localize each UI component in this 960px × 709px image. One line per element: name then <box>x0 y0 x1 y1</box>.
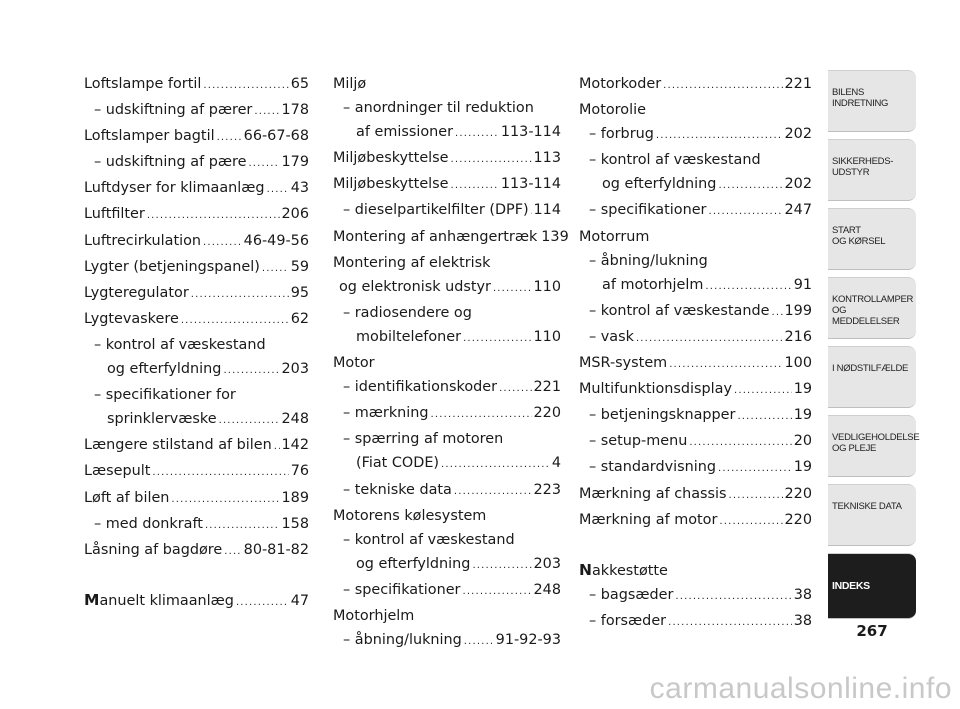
index-entry <box>333 478 561 504</box>
spacer <box>84 564 309 588</box>
spacer <box>579 534 812 558</box>
section-initial: N <box>579 560 592 579</box>
index-entry-page: 110 <box>533 328 561 345</box>
index-entry <box>579 325 812 351</box>
index-entry-label: Længere stilstand af bilen <box>84 437 272 454</box>
tab-label-line1: INDEKS <box>832 580 870 592</box>
index-entry-label: Miljøbeskyttelse <box>333 150 449 167</box>
index-entry-label: – specifikationer <box>343 581 461 598</box>
index-entry-page: 202 <box>784 126 812 143</box>
index-entry-page: 221 <box>784 76 812 92</box>
index-entry-label: af motorhjelm <box>602 276 704 293</box>
index-entry <box>579 455 812 481</box>
index-entry-page: 158 <box>281 515 309 532</box>
tab-label-line1: TEKNISKE DATA <box>832 501 902 512</box>
tab-label-line1: START <box>832 225 861 236</box>
index-entry-page: 47 <box>290 592 309 609</box>
index-entry-page: 91 <box>793 276 812 293</box>
index-entry-page: 43 <box>290 180 309 197</box>
index-entry <box>333 325 561 351</box>
index-entry-label: Låsning af bagdøre <box>84 541 223 558</box>
index-column-3 <box>579 72 812 635</box>
index-entry <box>333 198 561 224</box>
index-entry <box>579 225 812 249</box>
index-entry-label: Miljøbeskyttelse <box>333 176 449 193</box>
leader-dots <box>718 455 792 481</box>
index-entry-label: – kontrol af væskestande <box>589 302 770 319</box>
leader-dots <box>262 255 289 281</box>
index-entry-page: 113 <box>533 150 561 167</box>
section-tab[interactable] <box>828 70 916 132</box>
section-tab[interactable] <box>828 139 916 201</box>
index-entry-label: Lygteregulator <box>84 284 189 301</box>
index-entry-page: 202 <box>784 176 812 193</box>
index-entry-label: MSR-system <box>579 355 668 372</box>
index-entry-label: – forsæder <box>589 612 667 629</box>
index-entry-page: 179 <box>281 154 309 171</box>
index-entry-label: og efterfyldning <box>356 555 471 572</box>
index-entry-label: Motorens kølesystem <box>333 507 487 524</box>
index-entry <box>333 504 561 528</box>
tab-label-line1: SIKKERHEDS- <box>832 156 894 167</box>
tab-label-line2: OG KØRSEL <box>832 236 886 247</box>
index-entry-label: Montering af elektrisk <box>333 254 491 271</box>
index-entry-label: Luftfilter <box>84 206 145 223</box>
index-entry-label: Motor <box>333 355 375 372</box>
index-entry <box>333 225 569 251</box>
index-entry-label: Løft af bilen <box>84 489 170 506</box>
section-tab[interactable] <box>828 553 916 619</box>
index-entry <box>333 96 561 120</box>
index-entry <box>84 150 309 176</box>
index-entry <box>84 407 309 433</box>
index-entry-page: 142 <box>281 437 309 454</box>
leader-dots <box>219 407 280 433</box>
section-tab[interactable] <box>828 208 916 270</box>
index-entry-label: anuelt klimaanlæg <box>99 592 234 609</box>
index-entry-page: 20 <box>793 433 812 450</box>
index-entry <box>333 351 561 375</box>
index-entry-label: Lygtevaskere <box>84 310 179 327</box>
index-entry <box>84 459 309 485</box>
index-entry-label: og efterfyldning <box>602 176 717 193</box>
index-entry-label: mobiltelefoner <box>356 328 462 345</box>
index-entry <box>333 146 561 172</box>
index-entry-page: 220 <box>533 405 561 422</box>
index-entry-page: 76 <box>290 463 309 480</box>
index-entry-label: sprinklervæske <box>107 411 217 428</box>
index-entry <box>333 628 561 654</box>
index-entry-label: Motorhjelm <box>333 607 415 624</box>
index-entry-page: 247 <box>784 202 812 219</box>
index-entry <box>579 299 812 325</box>
index-entry-page: 113-114 <box>500 124 561 141</box>
index-entry-label: – udskiftning af pære <box>94 154 247 171</box>
index-entry <box>84 255 309 281</box>
index-entry-page: 65 <box>290 76 309 92</box>
index-entry-page: 100 <box>784 355 812 372</box>
leader-dots <box>718 172 782 198</box>
index-entry <box>579 558 812 583</box>
leader-dots <box>455 120 499 146</box>
index-entry-label: – specifikationer <box>589 202 707 219</box>
leader-dots <box>147 202 280 228</box>
index-entry-label: Loftslampe fortil <box>84 76 202 92</box>
leader-dots <box>431 401 532 427</box>
index-entry-label: – mærkning <box>343 405 429 422</box>
index-entry-page: 19 <box>793 381 812 398</box>
leader-dots <box>451 146 532 172</box>
index-entry-page: 221 <box>533 379 561 396</box>
index-entry <box>84 433 309 459</box>
index-entry <box>84 124 309 150</box>
leader-dots <box>267 176 289 202</box>
index-entry-label: – specifikationer for <box>94 387 236 404</box>
index-entry-label: Læsepult <box>84 463 151 480</box>
leader-dots <box>462 578 531 604</box>
leader-dots <box>223 357 279 383</box>
leader-dots <box>203 229 242 255</box>
index-entry-page: 220 <box>784 485 812 502</box>
tab-label-line2: UDSTYR <box>832 167 870 178</box>
index-entry-label: – dieselpartikelfilter (DPF) <box>343 202 529 219</box>
index-entry-label: – forbrug <box>589 126 654 143</box>
leader-dots <box>689 429 791 455</box>
index-entry <box>333 604 561 628</box>
leader-dots <box>191 281 289 307</box>
index-entry-page: 4 <box>551 455 561 472</box>
index-entry-page: 248 <box>533 581 561 598</box>
index-entry-page: 178 <box>281 102 309 119</box>
index-entry <box>579 403 812 429</box>
tab-label-line2: INDRETNING <box>832 98 889 109</box>
leader-dots <box>669 351 782 377</box>
index-entry-label: Luftdyser for klimaanlæg <box>84 180 265 197</box>
index-entry-label: – vask <box>589 328 634 345</box>
index-entry-label: – betjeningsknapper <box>589 407 736 424</box>
section-initial: M <box>84 590 100 609</box>
index-entry-label: – tekniske data <box>343 481 452 498</box>
leader-dots <box>708 198 782 224</box>
index-entry <box>84 202 309 228</box>
leader-dots <box>472 552 531 578</box>
index-entry <box>579 122 812 148</box>
index-entry-page: 220 <box>784 511 812 528</box>
index-entry-label: – kontrol af væskestand <box>343 531 515 548</box>
leader-dots <box>152 459 288 485</box>
index-entry <box>333 528 561 552</box>
index-entry-page: 91-92-93 <box>495 632 561 649</box>
index-entry-page: 199 <box>784 302 812 319</box>
index-entry <box>84 512 309 538</box>
leader-dots <box>737 403 791 429</box>
leader-dots <box>668 609 792 635</box>
index-entry <box>579 273 812 299</box>
index-entry-label: – anordninger til reduktion <box>343 100 534 117</box>
leader-dots <box>675 583 791 609</box>
leader-dots <box>734 377 792 403</box>
leader-dots <box>224 538 241 564</box>
section-tab[interactable] <box>828 484 916 546</box>
index-entry-page: 19 <box>793 407 812 424</box>
index-entry <box>579 351 812 377</box>
index-entry-label: Motorrum <box>579 228 650 245</box>
index-entry-page: 203 <box>533 555 561 572</box>
index-entry-label: – spærring af motoren <box>343 431 504 448</box>
index-entry <box>333 251 561 275</box>
index-entry-label: akkestøtte <box>591 562 668 579</box>
index-entry-label: Mærkning af motor <box>579 511 718 528</box>
index-entry-page: 206 <box>281 206 309 223</box>
leader-dots <box>656 122 783 148</box>
leader-dots <box>441 451 550 477</box>
index-entry <box>84 229 309 255</box>
index-entry <box>333 72 561 96</box>
index-entry-page: 62 <box>290 310 309 327</box>
tab-label-line1: KONTROLLAMPER <box>832 294 914 305</box>
index-entry <box>333 301 561 325</box>
index-entry-page: 216 <box>784 328 812 345</box>
index-entry-label: – åbning/lukning <box>589 252 708 269</box>
index-entry-page: 113-114 <box>500 176 561 193</box>
index-entry-label: og elektronisk udstyr <box>339 278 491 295</box>
page-number: 267 <box>856 622 888 640</box>
index-entry-page: 223 <box>533 481 561 498</box>
index-entry <box>333 275 561 301</box>
index-entry <box>84 538 309 564</box>
index-entry-page: 95 <box>290 284 309 301</box>
index-entry-label: Lygter (betjeningspanel) <box>84 258 260 275</box>
leader-dots <box>493 275 532 301</box>
index-entry-label: – åbning/lukning <box>343 632 462 649</box>
index-entry-page: 59 <box>290 258 309 275</box>
index-entry <box>84 383 309 407</box>
index-entry-page: 114 <box>533 202 561 219</box>
index-entry-page: 248 <box>281 411 309 428</box>
index-entry <box>333 451 561 477</box>
index-entry-label: – udskiftning af pærer <box>94 102 253 119</box>
index-entry <box>579 508 812 534</box>
tab-label-line2: OG PLEJE <box>832 443 877 454</box>
index-entry <box>333 427 561 451</box>
index-entry-label: – kontrol af væskestand <box>94 336 266 353</box>
section-tab[interactable] <box>828 346 916 408</box>
index-entry <box>579 377 812 403</box>
index-entry <box>333 552 561 578</box>
index-entry-page: 189 <box>281 489 309 506</box>
leader-dots <box>205 512 280 538</box>
index-entry <box>84 281 309 307</box>
leader-dots <box>636 325 783 351</box>
index-entry <box>579 609 812 635</box>
leader-dots <box>705 273 791 299</box>
index-entry-label: af emissioner <box>356 124 454 141</box>
leader-dots <box>171 486 279 512</box>
index-entry <box>84 486 309 512</box>
leader-dots <box>663 72 782 98</box>
section-tabs <box>828 70 920 626</box>
index-entry-label: – standardvisning <box>589 459 716 476</box>
index-entry <box>333 578 561 604</box>
index-entry-page: 139 <box>541 228 569 245</box>
leader-dots <box>729 482 783 508</box>
leader-dots <box>451 172 499 198</box>
index-entry-page: 110 <box>533 278 561 295</box>
index-column-2 <box>333 72 569 654</box>
index-entry <box>579 72 812 98</box>
index-entry-page: 38 <box>793 586 812 603</box>
leader-dots <box>217 124 242 150</box>
index-entry <box>579 249 812 273</box>
tab-label-line1: I NØDSTILFÆLDE <box>832 363 909 374</box>
index-entry <box>579 583 812 609</box>
index-entry-label: Miljø <box>333 76 367 92</box>
leader-dots <box>531 198 532 224</box>
index-entry-page: 19 <box>793 459 812 476</box>
index-entry <box>84 357 309 383</box>
tab-label-line1: VEDLIGEHOLDELSE <box>832 432 920 443</box>
index-entry-label: Mærkning af chassis <box>579 485 727 502</box>
index-entry-label: Multifunktionsdisplay <box>579 381 732 398</box>
leader-dots <box>274 433 280 459</box>
leader-dots <box>254 98 279 124</box>
leader-dots <box>181 307 289 333</box>
index-entry <box>579 429 812 455</box>
section-tab[interactable] <box>828 415 920 477</box>
tab-label-line1: BILENS <box>832 87 864 98</box>
index-entry-page: 80-81-82 <box>243 541 309 558</box>
index-entry <box>579 198 812 224</box>
index-entry-page: 46-49-56 <box>243 232 309 249</box>
leader-dots <box>203 72 288 98</box>
leader-dots <box>236 589 289 615</box>
index-entry-label: – med donkraft <box>94 515 203 532</box>
leader-dots <box>464 628 494 654</box>
section-tab[interactable] <box>828 277 916 339</box>
index-entry <box>579 482 812 508</box>
index-entry-label: – kontrol af væskestand <box>589 152 761 169</box>
index-entry <box>579 98 812 122</box>
index-entry <box>84 307 309 333</box>
leader-dots <box>499 375 531 401</box>
index-entry-label: Motorolie <box>579 102 646 119</box>
index-entry <box>84 98 309 124</box>
index-entry-label: – radiosendere og <box>343 304 472 321</box>
index-entry <box>333 120 561 146</box>
index-entry-label: – bagsæder <box>589 586 674 603</box>
index-column-1 <box>84 72 309 615</box>
index-entry-label: – setup-menu <box>589 433 688 450</box>
index-entry <box>333 375 561 401</box>
index-entry-page: 38 <box>793 612 812 629</box>
index-entry <box>333 172 561 198</box>
leader-dots <box>463 325 531 351</box>
index-entry <box>579 172 812 198</box>
tab-label-line2: OG MEDDELELSER <box>832 305 900 327</box>
index-entry-page: 66-67-68 <box>243 128 309 145</box>
index-entry-label: Loftslamper bagtil <box>84 128 215 145</box>
index-entry-label: (Fiat CODE) <box>356 455 440 472</box>
index-entry-label: Montering af anhængertræk <box>333 228 538 245</box>
watermark: carmanualsonline.info <box>649 672 952 705</box>
index-entry <box>579 148 812 172</box>
leader-dots <box>248 150 279 176</box>
leader-dots <box>454 478 532 504</box>
leader-dots <box>719 508 782 534</box>
index-entry-page: 203 <box>281 361 309 378</box>
index-entry-label: – identifikationskoder <box>343 379 498 396</box>
index-entry <box>333 401 561 427</box>
leader-dots <box>771 299 782 325</box>
index-entry <box>84 176 309 202</box>
index-entry <box>84 72 309 98</box>
index-entry-label: Motorkoder <box>579 76 662 92</box>
index-entry <box>84 588 309 615</box>
index-entry-label: og efterfyldning <box>107 361 222 378</box>
index-entry <box>84 333 309 357</box>
index-entry-label: Luftrecirkulation <box>84 232 202 249</box>
